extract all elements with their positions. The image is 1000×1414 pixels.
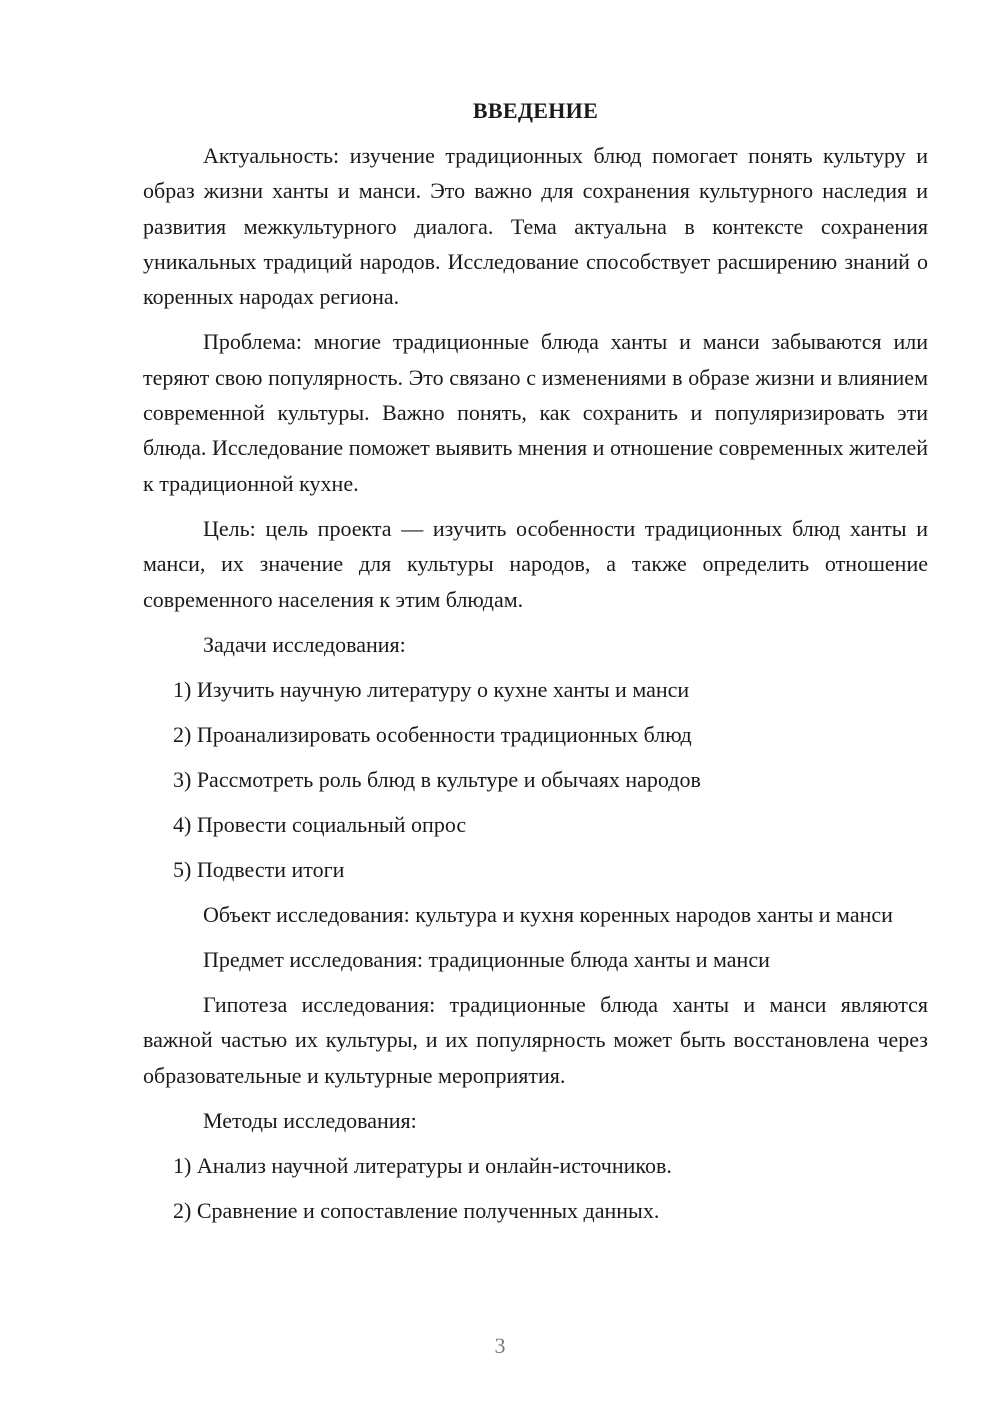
goal-paragraph: Цель: цель проекта — изучить особенности традиционных блюд ханты и манси, их значение для культуры народов, а также определить отношение современного населения к этим блюдам.: [143, 515, 928, 612]
method-item-2: 2) Сравнение и сопоставление полученных данных.: [173, 1198, 660, 1224]
tasks-heading: Задачи исследования:: [203, 631, 406, 657]
problem-paragraph: Проблема: многие традиционные блюда ханты и манси забываются или теряют свою популярность. Это связано с изменениями в образе жизни и влиянием современной культуры. Важно понять, как сохранить и популяризировать эти блюда. Исследование поможет выявить мнения и отношение современных жителей к традиционной кухне.: [143, 329, 928, 496]
task-item-1: 1) Изучить научную литературу о кухне ханты и манси: [173, 676, 690, 702]
task-item-3: 3) Рассмотреть роль блюд в культуре и обычаях народов: [173, 766, 701, 792]
relevance-paragraph: Актуальность: изучение традиционных блюд помогает понять культуру и образ жизни ханты и манси. Это важно для сохранения культурного наследия и развития межкультурного диалога. Тема актуальна в контексте сохранения уникальных традиций народов. Исследование способствует расширению знаний о коренных народах региона.: [143, 143, 928, 310]
method-item-1: 1) Анализ научной литературы и онлайн-источников.: [173, 1153, 672, 1179]
page-title: ВВЕДЕНИЕ: [472, 98, 599, 123]
task-item-2: 2) Проанализировать особенности традиционных блюд: [173, 721, 692, 747]
page-content: [143, 93, 928, 1238]
methods-heading: Методы исследования:: [203, 1108, 417, 1134]
hypothesis-paragraph: Гипотеза исследования: традиционные блюда ханты и манси являются важной частью их культуры, и их популярность может быть восстановлена через образовательные и культурные мероприятия.: [143, 992, 928, 1088]
task-item-4: 4) Провести социальный опрос: [173, 811, 467, 837]
subject-line: Предмет исследования: традиционные блюда ханты и манси: [203, 947, 770, 973]
object-paragraph: Объект исследования: культура и кухня коренных народов ханты и манси: [203, 901, 893, 927]
task-item-5: 5) Подвести итоги: [173, 856, 345, 882]
page-number: 3: [494, 1333, 506, 1358]
